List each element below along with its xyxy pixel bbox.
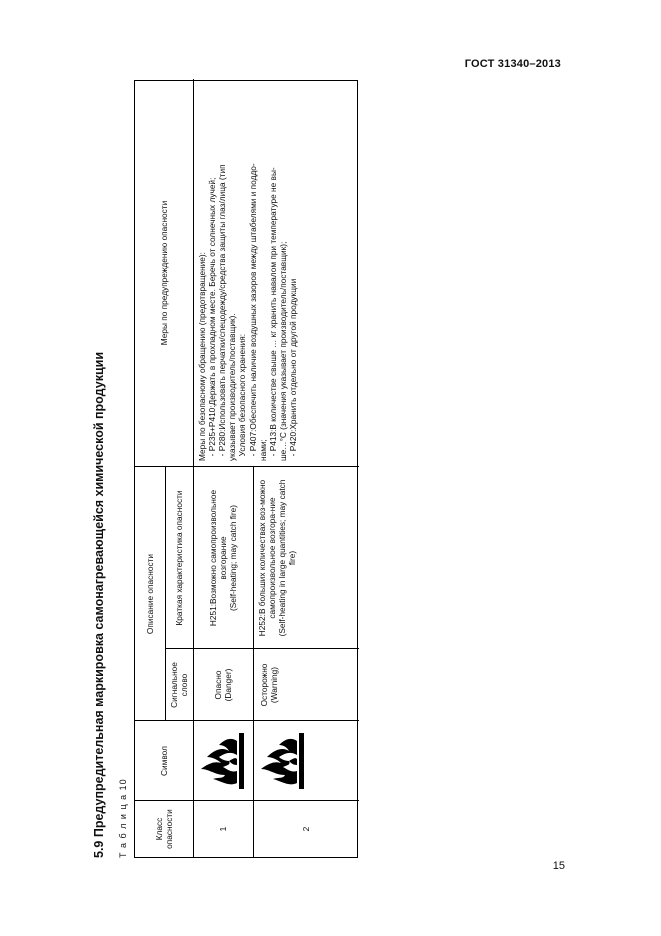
row-2-hazard-statement: H252:В больших количествах воз-можно самопроизвольное возгора-ние (Self-heating in large quantities; may catch fire): [257, 479, 298, 637]
header-hazard-description: Описание опасности: [144, 553, 155, 635]
header-precautions: Меры по предупреждению опасности: [158, 200, 169, 346]
precautions-text: Меры по безопасному обращению (предотвращение): - P235+P410:Держать в прохладном месте. Беречь от солнечных лучей; - P280:Использовать перчатки/спецодежду/средства защиты глаз/лица (тип указывает производитель/поставщик). Условия безопасного хранения: - P407:Обеспечить наличие воздушных зазоров между штабелями и поддо- нами; - P413:В количестве свыше … кг хранить навалом при температуре не вы- ше…°С (значения указывает производитель/поставщик); - P420:Хранить отдельно от другой продукции: [197, 163, 298, 461]
header-signal-word: Сигнальное слово: [168, 662, 189, 708]
table-label: Т а б л и ц а 10: [118, 778, 128, 858]
row-1-symbol: [193, 721, 253, 801]
row-1-signal-word: Опасно (Danger): [212, 668, 233, 702]
page-number: 15: [552, 860, 565, 872]
row-1-class: 1: [217, 826, 228, 832]
row-2-class: 2: [300, 826, 311, 832]
header-hazard-statement: Краткая характеристика опасности: [173, 490, 184, 626]
document-header: ГОСТ 31340–2013: [464, 58, 561, 70]
row-1-hazard-statement: H251:Возможно самопроизвольное возгорание (Self-heating; may catch fire): [207, 489, 239, 627]
rotated-content: [92, 98, 332, 858]
hazard-table: [134, 80, 358, 858]
section-title: 5.9 Предупредительная маркировка самонагревающейся химической продукции: [92, 352, 106, 858]
row-2-signal-word: Осторожно (Warning): [259, 663, 280, 707]
header-class: Класс опасности: [153, 809, 174, 849]
row-2-symbol: [253, 721, 359, 801]
flame-icon: [199, 731, 247, 791]
header-symbol: Символ: [158, 746, 169, 776]
flame-icon: [259, 731, 307, 791]
